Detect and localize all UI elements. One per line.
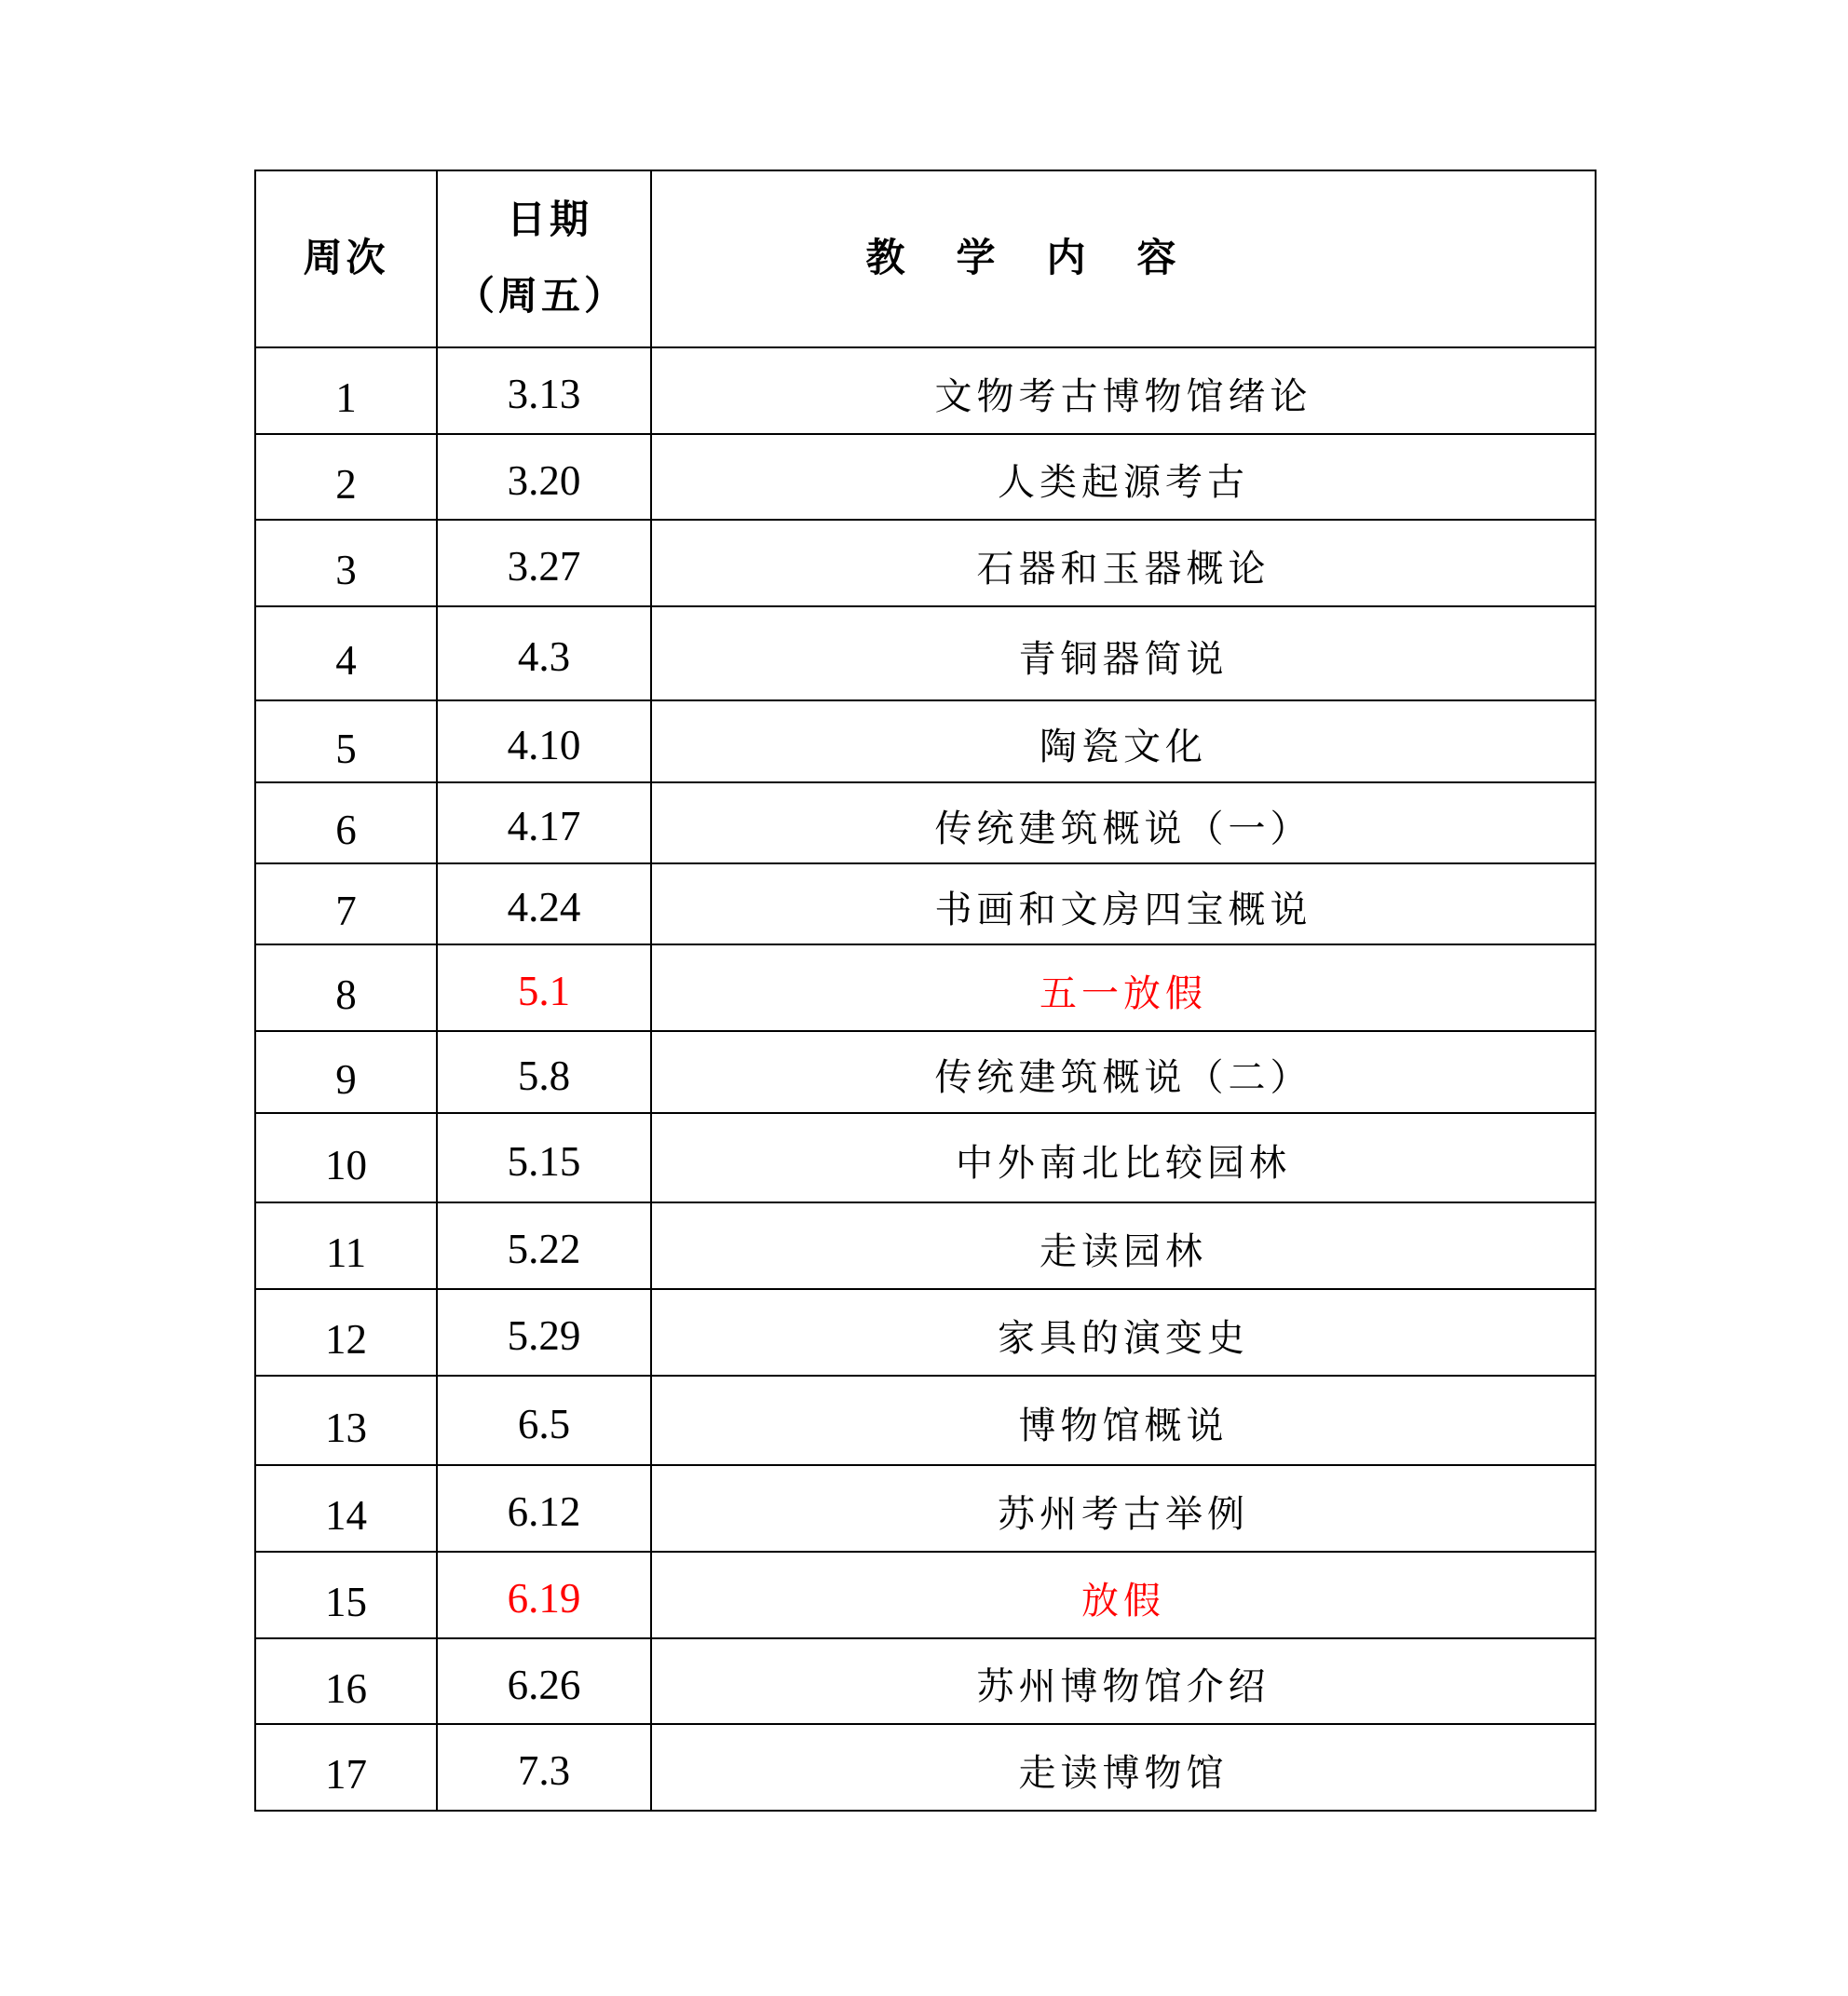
table-row [255, 1465, 1596, 1552]
table-row [255, 1638, 1596, 1724]
content-cell [651, 700, 1596, 782]
week-cell-text: 11 [325, 1229, 367, 1276]
content-cell [651, 1376, 1596, 1465]
header-date-weekday: （周五） [455, 276, 627, 319]
content-cell [651, 520, 1596, 606]
content-cell [651, 1031, 1596, 1113]
table-row [255, 1724, 1596, 1811]
date-cell [437, 944, 651, 1031]
content-cell [651, 1465, 1596, 1552]
date-cell-text: 4.3 [517, 633, 571, 680]
content-cell [651, 434, 1596, 520]
date-cell [437, 434, 651, 520]
content-cell [651, 1113, 1596, 1202]
header-content-label: 教学内容 [865, 238, 1228, 280]
table-row [255, 782, 1596, 863]
date-cell-text: 6.19 [507, 1575, 581, 1622]
week-cell-text: 1 [335, 374, 357, 421]
date-cell [437, 1724, 651, 1811]
week-cell-text: 9 [335, 1055, 357, 1103]
date-cell-text: 3.13 [507, 371, 581, 417]
header-week [255, 170, 437, 347]
week-cell-text: 8 [335, 971, 357, 1018]
table-row [255, 520, 1596, 606]
week-cell-text: 3 [335, 547, 357, 593]
date-cell [437, 1031, 651, 1113]
table-row [255, 1552, 1596, 1638]
date-cell [437, 782, 651, 863]
content-cell [651, 782, 1596, 863]
date-cell-text: 6.5 [517, 1400, 571, 1447]
date-cell-text: 4.10 [507, 721, 581, 768]
content-cell-text: 传统建筑概说（一） [934, 807, 1312, 849]
content-cell-text: 博物馆概说 [1018, 1405, 1229, 1446]
week-cell-text: 10 [325, 1141, 367, 1188]
date-cell [437, 700, 651, 782]
week-cell [255, 1113, 437, 1202]
date-cell-text: 5.15 [507, 1137, 581, 1185]
week-cell [255, 1724, 437, 1811]
content-cell-text: 走读博物馆 [1018, 1751, 1229, 1794]
content-cell [651, 347, 1596, 434]
content-cell [651, 1202, 1596, 1289]
content-cell-text: 苏州考古举例 [998, 1492, 1249, 1535]
content-cell-text: 文物考古博物馆绪论 [934, 374, 1312, 417]
week-cell [255, 347, 437, 434]
date-cell [437, 1465, 651, 1552]
table-row [255, 1031, 1596, 1113]
table-row [255, 606, 1596, 700]
content-cell-text: 五一放假 [1040, 971, 1207, 1014]
week-cell-text: 17 [325, 1751, 367, 1798]
date-cell-text: 6.12 [507, 1488, 581, 1535]
table-row [255, 1289, 1596, 1376]
content-cell-text: 书画和文房四宝概说 [934, 888, 1312, 930]
week-cell [255, 1638, 437, 1724]
week-cell-text: 14 [325, 1492, 367, 1539]
week-cell [255, 1031, 437, 1113]
date-cell [437, 1552, 651, 1638]
content-cell-text: 中外南北比较园林 [956, 1142, 1291, 1184]
week-cell-text: 5 [335, 725, 357, 772]
content-cell [651, 1638, 1596, 1724]
date-cell-text: 7.3 [517, 1747, 571, 1794]
content-cell [651, 944, 1596, 1031]
week-cell [255, 1289, 437, 1376]
date-cell-text: 5.22 [507, 1226, 581, 1272]
date-cell [437, 1289, 651, 1376]
week-cell [255, 434, 437, 520]
week-cell-text: 7 [335, 888, 357, 934]
table-row [255, 700, 1596, 782]
content-cell [651, 863, 1596, 944]
course-schedule-table [254, 170, 1597, 1812]
date-cell-text: 3.27 [507, 543, 581, 590]
date-cell [437, 1376, 651, 1465]
date-cell [437, 347, 651, 434]
schedule-body [255, 347, 1596, 1811]
header-row [255, 170, 1596, 347]
week-cell-text: 2 [335, 460, 357, 508]
header-date [437, 170, 651, 347]
content-cell-text: 陶瓷文化 [1040, 726, 1207, 767]
table-row [255, 1113, 1596, 1202]
week-cell-text: 15 [325, 1579, 367, 1625]
date-cell-text: 4.24 [507, 884, 581, 930]
date-cell-text: 5.29 [507, 1312, 581, 1359]
content-cell [651, 606, 1596, 700]
week-cell [255, 944, 437, 1031]
week-cell [255, 1202, 437, 1289]
week-cell-text: 13 [325, 1404, 367, 1451]
content-cell-text: 放假 [1081, 1579, 1165, 1622]
week-cell [255, 863, 437, 944]
content-cell-text: 传统建筑概说（二） [934, 1056, 1312, 1098]
content-cell-text: 家具的演变史 [998, 1316, 1249, 1359]
date-cell-text: 5.8 [517, 1052, 571, 1099]
week-cell [255, 1376, 437, 1465]
week-cell-text: 12 [325, 1316, 367, 1363]
header-week-label: 周次 [303, 238, 389, 280]
table-row [255, 347, 1596, 434]
content-cell-text: 石器和玉器概论 [976, 547, 1270, 590]
content-cell-text: 青铜器简说 [1018, 637, 1229, 680]
header-content [651, 170, 1596, 347]
week-cell-text: 6 [335, 807, 357, 853]
date-cell [437, 1113, 651, 1202]
table-row [255, 434, 1596, 520]
week-cell [255, 606, 437, 700]
week-cell-text: 16 [325, 1664, 367, 1712]
date-cell [437, 863, 651, 944]
date-cell-text: 6.26 [507, 1661, 581, 1708]
table-row [255, 1202, 1596, 1289]
date-cell [437, 520, 651, 606]
date-cell [437, 1202, 651, 1289]
table-row [255, 863, 1596, 944]
week-cell [255, 700, 437, 782]
table-row [255, 1376, 1596, 1465]
date-cell [437, 1638, 651, 1724]
table-row [255, 944, 1596, 1031]
date-cell [437, 606, 651, 700]
content-cell [651, 1724, 1596, 1811]
week-cell [255, 520, 437, 606]
content-cell [651, 1552, 1596, 1638]
week-cell [255, 1552, 437, 1638]
content-cell-text: 人类起源考古 [998, 461, 1249, 503]
content-cell-text: 走读园林 [1040, 1229, 1207, 1272]
header-date-label: 日期 [506, 199, 592, 242]
week-cell [255, 1465, 437, 1552]
content-cell [651, 1289, 1596, 1376]
date-cell-text: 4.17 [507, 803, 581, 849]
date-cell-text: 3.20 [507, 456, 581, 504]
date-cell-text: 5.1 [517, 968, 571, 1014]
week-cell-text: 4 [335, 637, 357, 684]
week-cell [255, 782, 437, 863]
content-cell-text: 苏州博物馆介绍 [976, 1665, 1270, 1707]
